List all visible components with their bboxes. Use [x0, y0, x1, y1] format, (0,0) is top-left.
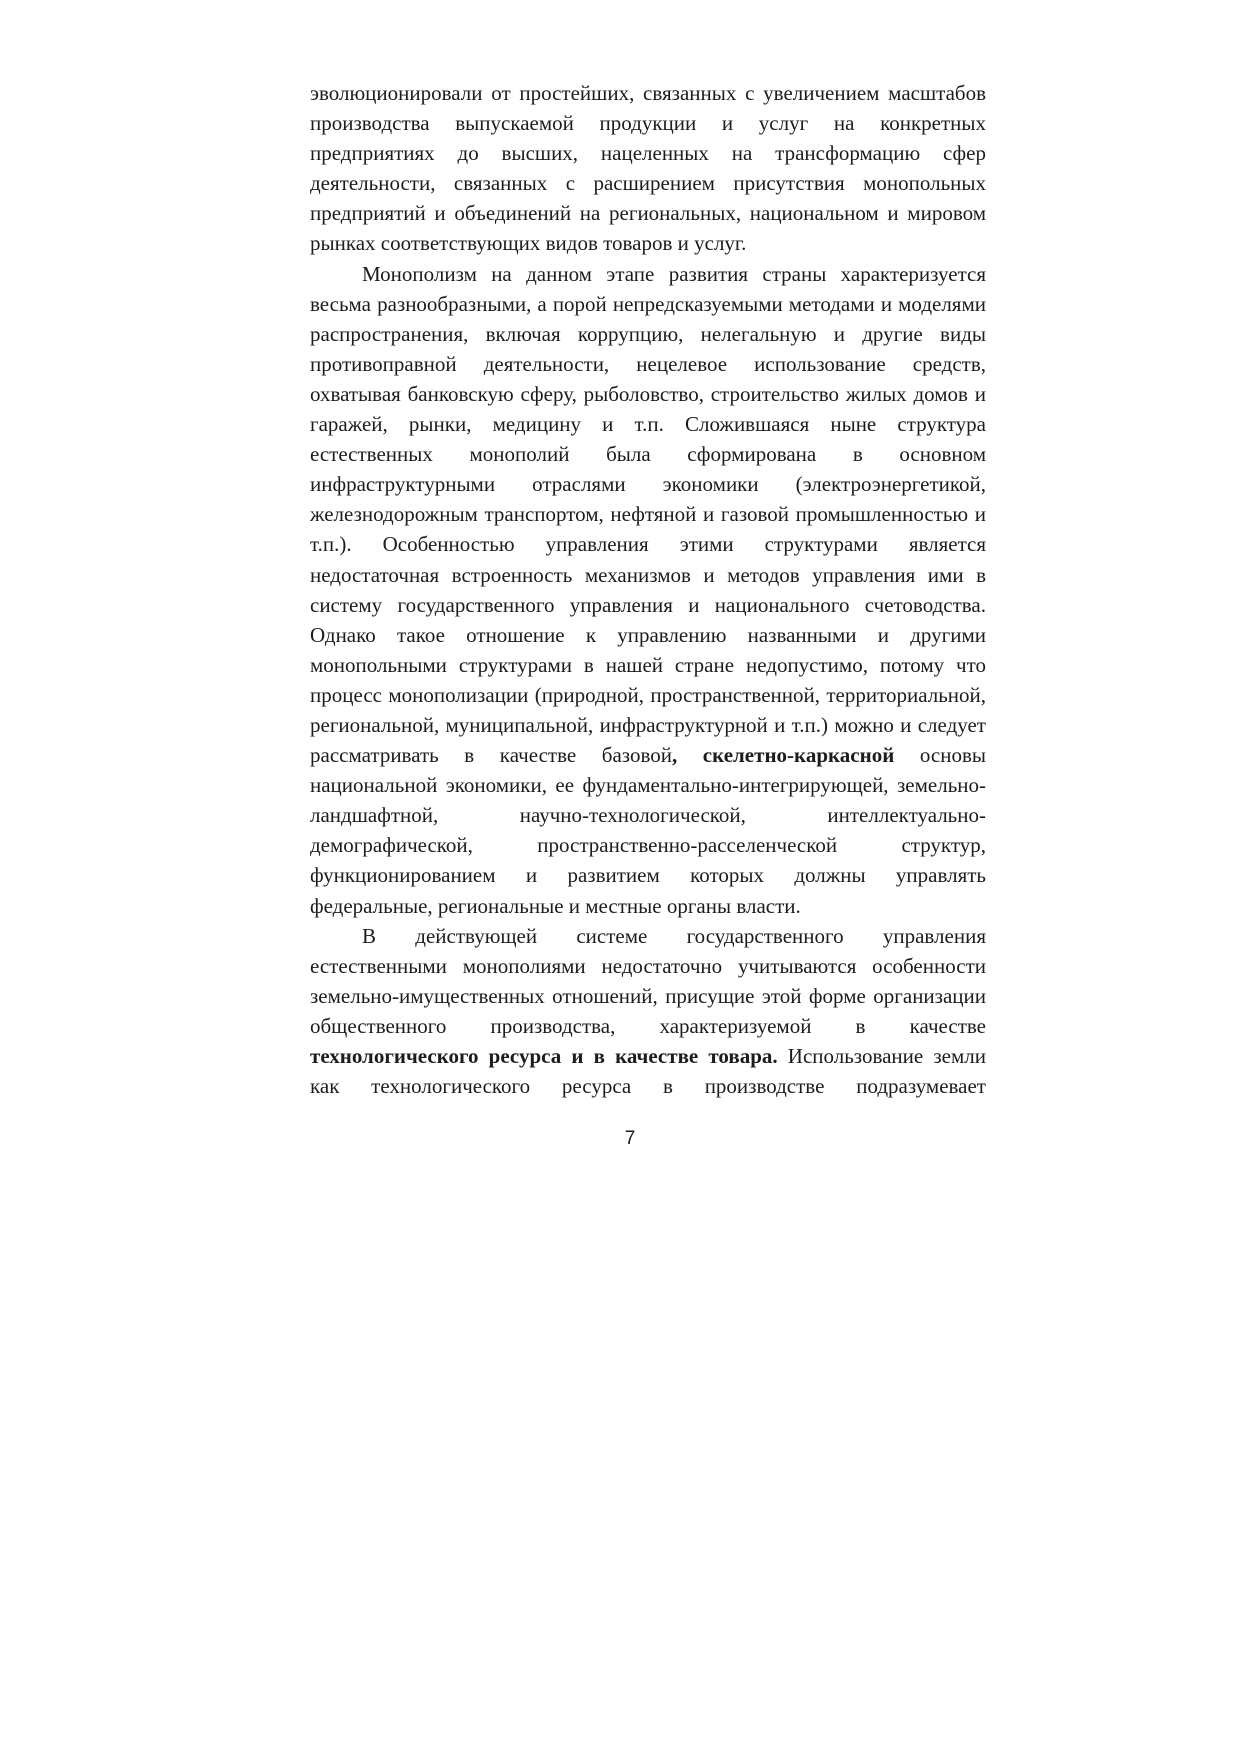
paragraph-3-bold-term: технологического ресурса и в качестве товара. — [310, 1044, 778, 1068]
paragraph-2 — [310, 259, 986, 921]
paragraph-3 — [310, 921, 986, 1102]
paragraph-3-text-part-1: В действующей системе государственного управления естественными монополиями недостаточно учитываются особенности земельно-имущественных отношений, присущие этой форме организации общественного производства, характеризуемой в качестве — [310, 923, 986, 1038]
paragraph-2-text-part-2: основы национальной экономики, ее фундаментально-интегрирующей, земельно-ландшафтной, научно-технологической, интеллектуально-демографической, пространственно-расселенческой структур, функционированием и развитием которых должны управлять федеральные, региональные и местные органы власти. — [310, 743, 986, 918]
paragraph-1-text: эволюционировали от простейших, связанных с увеличением масштабов производства выпускаемой продукции и услуг на конкретных предприятиях до высших, нацеленных на трансформацию сфер деятельности, связанных с расширением присутствия монопольных предприятий и объединений на региональных, национальном и мировом рынках соответствующих видов товаров и услуг. — [310, 81, 986, 256]
paragraph-2-text-part-1: Монополизм на данном этапе развития страны характеризуется весьма разнообразными, а порой непредсказуемыми методами и моделями распространения, включая коррупцию, нелегальную и другие виды противоправной деятельности, нецелевое использование средств, охватывая банковскую сферу, рыболовство, строительство жилых домов и гаражей, рынки, медицину и т.п. Сложившаяся ныне структура естественных монополий была сформирована в основном инфраструктурными отраслями экономики (электроэнергетикой, железнодорожным транспортом, нефтяной и газовой промышленностью и т.п.). Особенностью управления этими структурами является недостаточная встроенность механизмов и методов управления ими в систему государственного управления и национального счетоводства. Однако такое отношение к управлению названными и другими монопольными структурами в нашей стране недопустимо, потому что процесс монополизации (природной, пространственной, территориальной, региональной, муниципальной, инфраструктурной и т.п.) можно и следует рассматривать в качестве базовой — [310, 261, 986, 768]
paragraph-3-text-part-2: Использование земли как технологического ресурса в производстве подразумевает — [310, 1044, 986, 1099]
paragraph-2-bold-term: , скелетно-каркасной — [671, 743, 895, 768]
paragraph-1 — [310, 78, 986, 259]
page-number: 7 — [624, 1128, 636, 1149]
body-text — [310, 78, 986, 1101]
